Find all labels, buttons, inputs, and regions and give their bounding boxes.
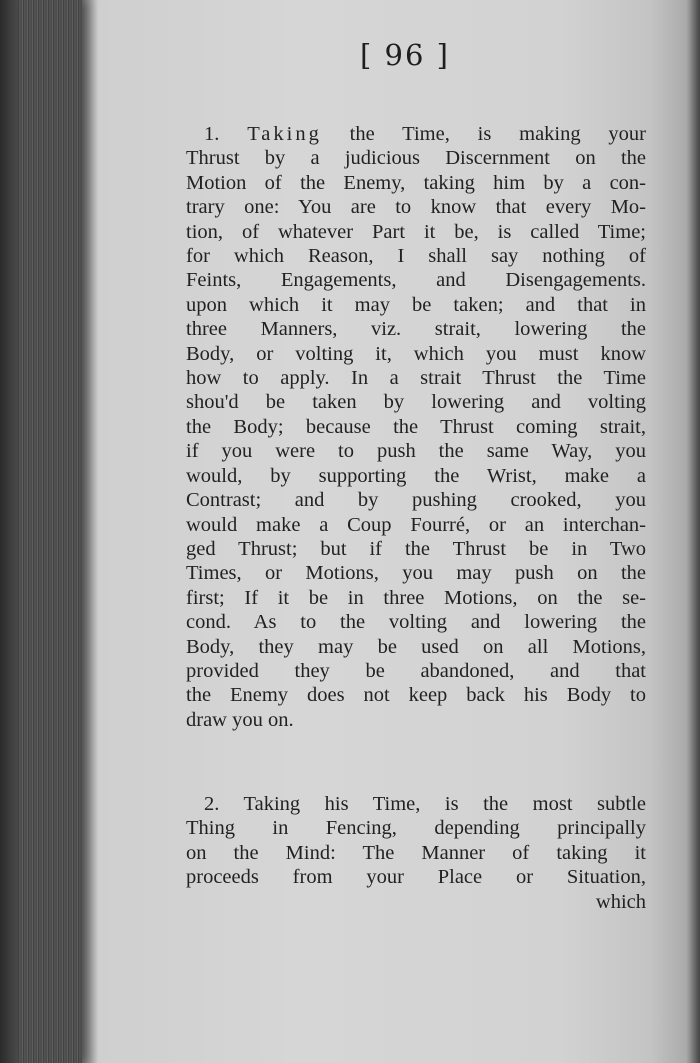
text-line: Thrust by a judicious Discernment on the <box>186 147 646 170</box>
text-line: Body, or volting it, which you must know <box>186 342 646 365</box>
page-number: [ 96 ] <box>360 38 450 72</box>
text-line: for which Reason, I shall say nothing of <box>186 245 646 268</box>
paragraph-2 <box>186 792 646 914</box>
page-edges <box>18 0 82 1063</box>
text-line: on the Mind: The Manner of taking it <box>186 841 646 864</box>
first-line-rest: the Time, is making your <box>349 123 647 145</box>
text-line: how to apply. In a strait Thrust the Time <box>186 367 646 390</box>
gutter-shadow <box>82 0 98 1063</box>
catchword: which <box>595 890 646 913</box>
text-line: Times, or Motions, you may push on the <box>186 562 646 585</box>
right-edge-shadow <box>686 0 700 1063</box>
text-line: cond. As to the volting and lowering the <box>186 611 646 634</box>
text-line: the Enemy does not keep back his Body to <box>186 684 646 707</box>
text-line: the Body; because the Thrust coming strait, <box>186 415 646 438</box>
paragraph-1 <box>186 122 646 732</box>
text-line: if you were to push the same Way, you <box>186 440 646 463</box>
paragraph-number: 1. <box>204 123 220 145</box>
text-line: would make a Coup Fourré, or an interchan- <box>186 513 646 536</box>
text-line: proceeds from your Place or Situation, <box>186 866 646 889</box>
text-line: would, by supporting the Wrist, make a <box>186 464 646 487</box>
text-line: three Manners, viz. strait, lowering the <box>186 318 646 341</box>
text-line: Thing in Fencing, depending principally <box>186 817 646 840</box>
text-line: Motion of the Enemy, taking him by a con- <box>186 171 646 194</box>
text-line: Feints, Engagements, and Disengagements. <box>186 269 646 292</box>
text-line: ged Thrust; but if the Thrust be in Two <box>186 537 646 560</box>
text-line: Body, they may be used on all Motions, <box>186 635 646 658</box>
text-line <box>186 122 646 146</box>
text-line: draw you on. <box>186 708 294 731</box>
text-line: first; If it be in three Motions, on the se- <box>186 586 646 609</box>
text-line: upon which it may be taken; and that in <box>186 293 646 316</box>
text-line: provided they be abandoned, and that <box>186 659 646 682</box>
text-line: trary one: You are to know that every Mo- <box>186 196 646 219</box>
lead-word: Taking <box>247 123 322 145</box>
text-line: 2. Taking his Time, is the most subtle <box>204 793 646 815</box>
text-line: Contrast; and by pushing crooked, you <box>186 489 646 512</box>
text-line: shou'd be taken by lowering and volting <box>186 391 646 414</box>
binding-shadow <box>0 0 20 1063</box>
text-line: tion, of whatever Part it be, is called Time; <box>186 220 646 243</box>
